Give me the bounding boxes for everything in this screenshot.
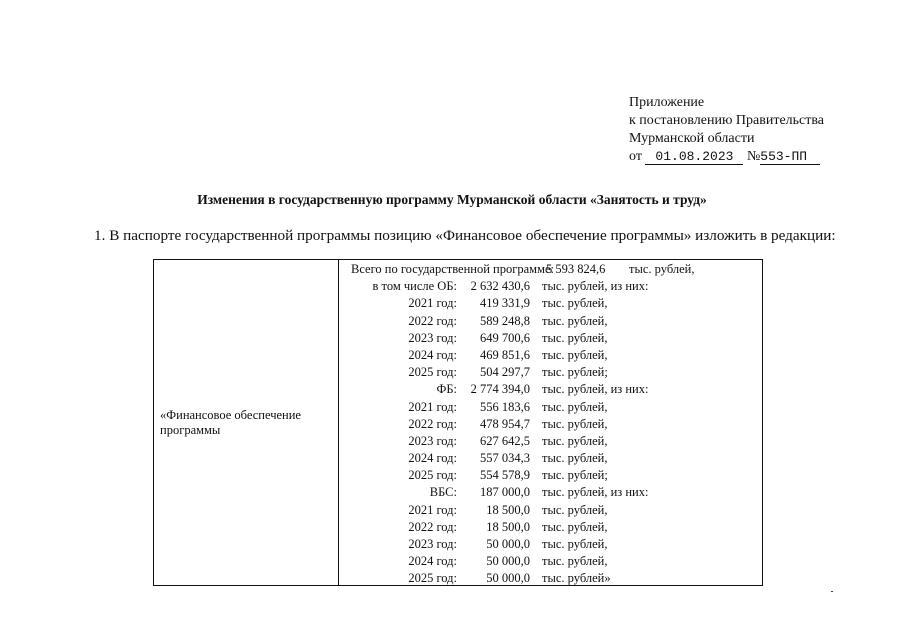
financing-row	[339, 365, 762, 382]
financing-row-label: 2023 год:	[408, 433, 457, 448]
financing-row	[339, 571, 762, 588]
financing-row-label: в том числе ОБ:	[372, 279, 457, 294]
financing-row-label: 2025 год:	[408, 571, 457, 586]
financing-row-label: 2022 год:	[408, 416, 457, 431]
financing-row-value: 50 000,0	[486, 554, 530, 569]
financing-row-value: 419 331,9	[480, 296, 530, 311]
appendix-block	[629, 94, 824, 166]
appendix-date-line	[629, 148, 824, 166]
financing-row-value: 50 000,0	[486, 537, 530, 551]
financing-row-value: 2 774 394,0	[470, 382, 530, 397]
financing-row-unit: тыс. рублей, из них:	[542, 279, 649, 294]
financing-row-unit: тыс. рублей,	[542, 330, 608, 345]
financing-row-value: 554 578,9	[480, 468, 530, 483]
financing-label-cell	[160, 408, 330, 438]
financing-row	[339, 331, 762, 348]
financing-row	[339, 520, 762, 537]
appendix-line-1: Приложение	[629, 95, 705, 110]
financing-row-value: 18 500,0	[486, 502, 530, 517]
financing-row-label: ФБ:	[436, 382, 457, 397]
financing-row	[339, 279, 762, 296]
appendix-line-3: Мурманской области	[629, 131, 755, 146]
financing-row	[339, 485, 762, 502]
financing-row-label: 2024 год:	[408, 451, 457, 466]
scan-speck	[831, 591, 833, 592]
financing-row-unit: тыс. рублей,	[542, 451, 608, 466]
appendix-line-2: к постановлению Правительства	[629, 113, 825, 128]
financing-row-unit: тыс. рублей;	[542, 468, 608, 483]
financing-row-value: 2 632 430,6	[470, 279, 530, 294]
decree-number: 553-ПП	[760, 150, 820, 165]
financing-row	[339, 434, 762, 451]
decree-date: 01.08.2023	[645, 150, 743, 165]
financing-row-unit: тыс. рублей,	[629, 262, 695, 276]
date-prefix: от	[629, 149, 642, 164]
financing-row	[339, 314, 762, 331]
financing-label-line-2: программы	[160, 423, 221, 437]
financing-row-value: 589 248,8	[480, 313, 530, 328]
financing-row-unit: тыс. рублей»	[542, 571, 611, 586]
financing-row-unit: тыс. рублей,	[542, 537, 608, 551]
financing-row-label: 2024 год:	[408, 347, 457, 362]
financing-row	[339, 262, 762, 279]
financing-row	[339, 537, 762, 554]
financing-row	[339, 417, 762, 434]
paragraph-1: 1. В паспорте государственной программы позицию «Финансовое обеспечение программы» изложить в редакции:	[94, 227, 836, 244]
financing-table	[153, 259, 763, 586]
financing-row-unit: тыс. рублей,	[542, 347, 608, 362]
financing-row-value: 504 297,7	[480, 365, 530, 380]
financing-row-value: 627 642,5	[480, 433, 530, 448]
financing-row-label: 2022 год:	[408, 519, 457, 534]
financing-row	[339, 451, 762, 468]
financing-row-label: 2021 год:	[408, 296, 457, 311]
financing-row-value: 18 500,0	[486, 519, 530, 534]
financing-lines	[339, 262, 762, 589]
number-prefix: №	[746, 149, 761, 164]
financing-row-label: 2021 год:	[408, 502, 457, 517]
financing-row-value: 5 593 824,6	[546, 262, 606, 276]
financing-row-label: 2024 год:	[408, 554, 457, 569]
financing-row	[339, 382, 762, 399]
financing-row-label: ВБС:	[429, 485, 457, 500]
financing-row-label: Всего по государственной программе:	[351, 262, 555, 276]
financing-row-value: 478 954,7	[480, 416, 530, 431]
financing-row	[339, 296, 762, 313]
document-title: Изменения в государственную программу Мурманской области «Занятость и труд»	[197, 192, 707, 207]
financing-row	[339, 468, 762, 485]
financing-row-unit: тыс. рублей,	[542, 554, 608, 569]
financing-row-unit: тыс. рублей,	[542, 416, 608, 431]
financing-row-unit: тыс. рублей, из них:	[542, 485, 649, 500]
financing-label-line-1: «Финансовое обеспечение	[160, 408, 301, 422]
financing-row-unit: тыс. рублей,	[542, 519, 608, 534]
financing-row-label: 2022 год:	[408, 313, 457, 328]
financing-row-label: 2021 год:	[408, 399, 457, 414]
financing-row-value: 556 183,6	[480, 399, 530, 414]
financing-row-unit: тыс. рублей,	[542, 313, 608, 328]
financing-row-value: 649 700,6	[480, 330, 530, 345]
financing-row-unit: тыс. рублей;	[542, 365, 608, 380]
financing-row-label: 2023 год:	[408, 537, 457, 551]
financing-row-label: 2025 год:	[408, 468, 457, 483]
financing-row	[339, 348, 762, 365]
financing-row	[339, 554, 762, 571]
financing-row	[339, 503, 762, 520]
financing-row-label: 2023 год:	[408, 330, 457, 345]
financing-row-unit: тыс. рублей,	[542, 296, 608, 311]
financing-row-value: 469 851,6	[480, 347, 530, 362]
financing-row-value: 50 000,0	[486, 571, 530, 586]
financing-row-value: 187 000,0	[480, 485, 530, 500]
financing-row	[339, 400, 762, 417]
financing-row-unit: тыс. рублей,	[542, 502, 608, 517]
financing-row-unit: тыс. рублей, из них:	[542, 382, 649, 397]
financing-row-value: 557 034,3	[480, 451, 530, 466]
financing-row-unit: тыс. рублей,	[542, 433, 608, 448]
financing-row-label: 2025 год:	[408, 365, 457, 380]
financing-row-unit: тыс. рублей,	[542, 399, 608, 414]
